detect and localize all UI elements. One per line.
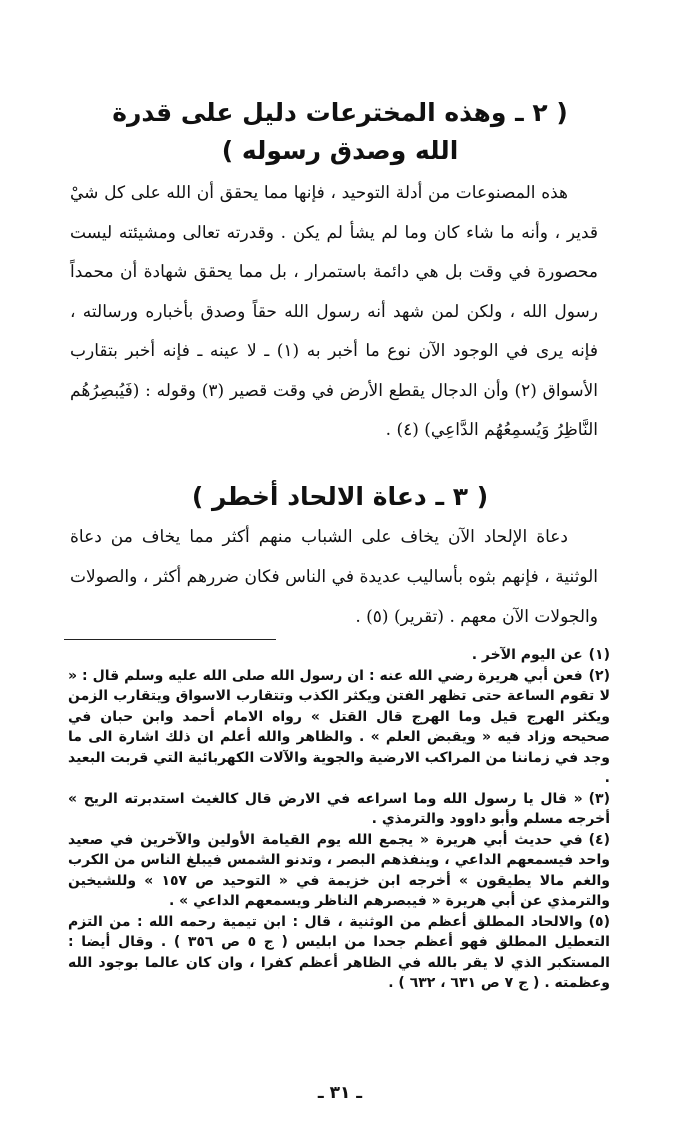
footnote-number: (٢) [588, 667, 610, 684]
footnote-item [68, 645, 610, 666]
paragraph-text: دعاة الإلحاد الآن يخاف على الشباب منهم أكثر مما يخاف من دعاة الوثنية ، فإنهم بثوه بأساليب عديدة في الناس فكان ضررهم أكثر ، والصولات والجولات الآن معهم . (تقرير) (٥) . [70, 527, 598, 627]
footnote-text: فعن أبي هريرة رضي الله عنه : ان رسول الله صلى الله عليه وسلم قال : « لا تقوم الساعة حتى تظهر الفتن ويكثر الكذب وتتقارب الاسواق ويتقارب الزمن ويكثر الهرج قيل وما الهرج قال القتل » رواه الامام أحمد وابن حبان في صحيحه وزاد فيه « ويقبض العلم » . والظاهر والله أعلم ان ذلك اشارة الى ما وجد في زماننا من المراكب الارضية والجوية والآلات الكهربائية التي قربت البعيد . [68, 667, 610, 786]
footnote-number: (٥) [588, 913, 610, 930]
footnote-item [68, 830, 610, 912]
footnote-item [68, 912, 610, 994]
footnotes-list [68, 645, 610, 994]
footnote-item [68, 789, 610, 830]
page-number: ـ ٣١ ـ [317, 1083, 363, 1103]
section-heading-2: ( ٢ ـ وهذه المخترعات دليل على قدرة الله وصدق رسوله ) [112, 98, 568, 165]
main-paragraph [70, 174, 598, 451]
footnote-text: والالحاد المطلق أعظم من الوثنية ، قال : ابن تيمية رحمه الله : من التزم التعطيل المطلق فهو أعظم جحدا من ابليس ( ج ٥ ص ٣٥٦ ) . وقال أيضا : المستكبر الذي لا يقر بالله في الظاهر أعظم كفرا ، وان كان عالما بوجود الله وعظمته . ( ج ٧ ص ٦٣١ ، ٦٣٢ ) . [68, 913, 610, 991]
section-heading-3: ( ٣ ـ دعاة الالحاد أخطر ) [191, 482, 489, 511]
second-paragraph [70, 517, 598, 637]
footnote-text: « قال يا رسول الله وما اسراعه في الارض قال كالغيث استدبرته الريح » أخرجه مسلم وأبو داوود والترمذي . [68, 790, 610, 827]
footnote-number: (٣) [588, 790, 610, 807]
footnote-item [68, 666, 610, 789]
footnote-number: (٤) [588, 831, 610, 848]
footnote-divider [64, 639, 276, 640]
paragraph-text: هذه المصنوعات من أدلة التوحيد ، فإنها مما يحقق أن الله على كل شيْ قدير ، وأنه ما شاء كان وما لم يشأ لم يكن . وقدرته تعالى ومشيئته ليست محصورة في وقت بل هي دائمة باستمرار ، بل مما يحقق شهادة أن محمداً رسول الله ، ولكن لمن شهد أنه رسول الله حقاً وصدق بأخباره ورسالته ، فإنه يرى في الوجود الآن نوع ما أخبر به (١) ـ لا عينه ـ فإنه أخبر بتقارب الأسواق (٢) وأن الدجال يقطع الأرض في وقت قصير (٣) وقوله : (فَيُبصِرُهُم النَّاظِرُ وَيُسمِعُهُم الدَّاعِي) (٤) . [70, 183, 598, 440]
footnote-text: في حديث أبي هريرة « يجمع الله يوم القيامة الأولين والآخرين في صعيد واحد فيسمعهم الداعي ، وينفذهم البصر ، وتدنو الشمس فيبلغ الناس من الكرب والغم مالا يطيقون » أخرجه ابن خزيمة في « التوحيد ص ١٥٧ » وللشيخين والترمذي عن أبي هريرة « فيبصرهم الناظر ويسمعهم الداعي » . [68, 831, 610, 909]
footnote-text: عن اليوم الآخر . [471, 647, 583, 663]
footnote-number: (١) [588, 647, 610, 663]
